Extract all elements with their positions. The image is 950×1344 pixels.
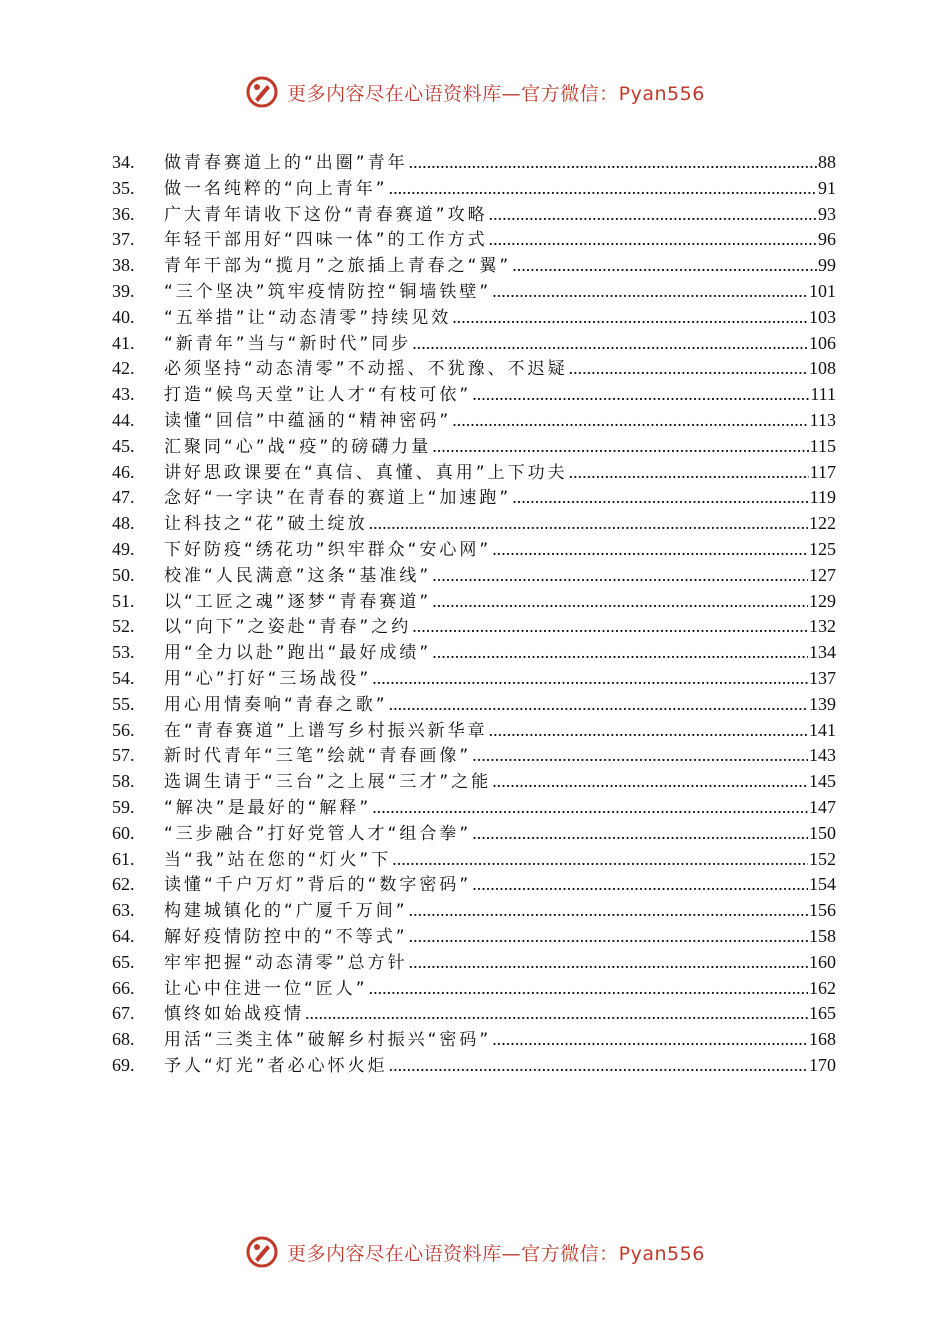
toc-entry[interactable] [112,253,836,279]
toc-entry-page: 125 [809,538,836,559]
watermark-text: 更多内容尽在心语资料库—官方微信：Pyan556 [287,1242,705,1265]
toc-dot-leader [432,640,808,666]
toc-entry[interactable] [112,692,836,718]
toc-entry-title: 校准“人民满意”这条“基准线” [164,565,432,586]
toc-dot-leader [432,589,808,615]
toc-entry-page: 115 [809,435,836,456]
toc-entry-number: 39. [112,280,135,301]
toc-entry-number: 60. [112,822,135,843]
toc-entry-number: 41. [112,332,135,353]
toc-entry-page: 113 [809,409,836,430]
toc-dot-leader [472,382,809,408]
header-watermark [0,72,950,112]
toc-entry-title: “三步融合”打好党管人才“组合拳” [164,823,472,844]
toc-entry[interactable] [112,434,836,460]
toc-dot-leader [369,511,808,537]
toc-entry-title: 广大青年请收下这份“青春赛道”攻略 [164,204,488,225]
toc-entry-title: 读懂“千户万灯”背后的“数字密码” [164,875,472,896]
toc-entry[interactable] [112,976,836,1002]
toc-entry-number: 48. [112,513,135,534]
toc-entry-title: 做一名纯粹的“向上青年” [164,178,388,199]
toc-entry-number: 59. [112,796,135,817]
toc-entry-title: “五举措”让“动态清零”持续见效 [164,307,452,328]
toc-entry-number: 53. [112,642,135,663]
toc-entry-number: 50. [112,564,135,585]
toc-entry-number: 58. [112,771,135,792]
toc-entry-title: 选调生请于“三台”之上展“三才”之能 [164,772,492,793]
toc-entry-page: 162 [809,977,836,998]
toc-entry-title: 慎终如始战疫情 [164,1004,304,1025]
toc-dot-leader [389,692,808,718]
toc-dot-leader [512,485,808,511]
toc-entry[interactable] [112,640,836,666]
toc-entry-title: 青年干部为“揽月”之旅插上青春之“翼” [164,256,512,277]
toc-entry-title: 让科技之“花”破土绽放 [164,514,368,535]
toc-dot-leader [472,872,808,898]
toc-dot-leader [412,614,808,640]
toc-entry-title: 讲好思政课要在“真信、真懂、真用”上下功夫 [164,462,568,483]
watermark-text: 更多内容尽在心语资料库—官方微信：Pyan556 [287,82,705,105]
toc-entry[interactable] [112,743,836,769]
toc-entry-title: 做青春赛道上的“出圈”青年 [164,153,408,173]
toc-entry-number: 56. [112,719,135,740]
toc-entry-page: 122 [809,513,836,534]
toc-entry[interactable] [112,847,836,873]
footer-watermark [0,1232,950,1272]
toc-entry-number: 63. [112,900,135,921]
toc-entry[interactable] [112,202,836,228]
toc-entry-page: 170 [809,1054,836,1075]
toc-entry-number: 49. [112,538,135,559]
toc-entry-page: 91 [818,177,836,198]
toc-entry-number: 54. [112,667,135,688]
toc-entry-number: 43. [112,384,135,405]
toc-entry-page: 132 [809,616,836,637]
toc-entry-title: 以“工匠之魂”逐梦“青春赛道” [164,591,432,612]
toc-entry[interactable] [112,950,836,976]
toc-entry-title: “三个坚决”筑牢疫情防控“铜墙铁壁” [164,281,492,302]
toc-dot-leader [409,150,817,176]
toc-entry[interactable] [112,769,836,795]
toc-entry[interactable] [112,614,836,640]
toc-entry[interactable] [112,331,836,357]
toc-entry-number: 69. [112,1054,135,1075]
toc-entry-page: 106 [809,332,836,353]
toc-entry-number: 65. [112,951,135,972]
toc-entry-page: 108 [809,358,836,379]
toc-entry[interactable] [112,279,836,305]
toc-dot-leader [392,847,808,873]
toc-entry[interactable] [112,898,836,924]
toc-entry-number: 67. [112,1003,135,1024]
toc-dot-leader [492,1027,808,1053]
toc-entry[interactable] [112,563,836,589]
toc-entry[interactable] [112,150,836,176]
toc-entry-number: 62. [112,874,135,895]
toc-entry-number: 44. [112,409,135,430]
toc-dot-leader [569,460,809,486]
toc-entry[interactable] [112,1053,836,1079]
toc-entry[interactable] [112,176,836,202]
toc-entry-number: 46. [112,461,135,482]
toc-entry-number: 55. [112,693,135,714]
toc-entry-page: 119 [809,487,836,508]
toc-entry-page: 168 [809,1029,836,1050]
toc-entry-title: 念好“一字诀”在青春的赛道上“加速跑” [164,488,512,509]
toc-dot-leader [409,950,808,976]
toc-dot-leader [492,537,808,563]
toc-entry-page: 117 [809,461,836,482]
toc-entry-title: 在“青春赛道”上谱写乡村振兴新华章 [164,720,488,741]
toc-entry-page: 101 [809,280,836,301]
toc-entry-title: 构建城镇化的“广厦千万间” [164,901,408,922]
toc-entry[interactable] [112,408,836,434]
toc-entry[interactable] [112,821,836,847]
toc-entry-page: 160 [809,951,836,972]
toc-dot-leader [489,227,817,253]
toc-entry[interactable] [112,356,836,382]
toc-entry-title: 以“向下”之姿赴“青春”之约 [164,617,412,638]
toc-entry-page: 139 [809,693,836,714]
toc-dot-leader [409,924,808,950]
toc-entry-number: 42. [112,358,135,379]
toc-dot-leader [432,434,808,460]
toc-entry-title: 必须坚持“动态清零”不动摇、不犹豫、不迟疑 [164,359,568,380]
brand-logo-icon [245,75,279,109]
toc-entry-number: 51. [112,590,135,611]
toc-entry-number: 37. [112,229,135,250]
toc-dot-leader [569,356,808,382]
toc-dot-leader [409,898,808,924]
toc-entry-page: 93 [818,203,836,224]
toc-entry-number: 68. [112,1029,135,1050]
toc-entry-page: 141 [809,719,836,740]
toc-entry-number: 64. [112,925,135,946]
toc-dot-leader [389,176,817,202]
toc-dot-leader [512,253,817,279]
toc-entry-title: 用“心”打好“三场战役” [164,668,372,689]
toc-entry-page: 96 [818,229,836,250]
toc-entry-page: 150 [809,822,836,843]
toc-entry-title: 汇聚同“心”战“疫”的磅礴力量 [164,436,432,457]
toc-entry-title: 下好防疫“绣花功”织牢群众“安心网” [164,539,492,560]
toc-entry-title: 用心用情奏响“青春之歌” [164,694,388,715]
toc-entry-page: 152 [809,848,836,869]
toc-entry-number: 34. [112,152,135,172]
toc-entry-page: 145 [809,771,836,792]
toc-entry[interactable] [112,795,836,821]
toc-dot-leader [492,769,808,795]
toc-entry-number: 38. [112,255,135,276]
toc-entry-page: 127 [809,564,836,585]
toc-entry-number: 66. [112,977,135,998]
toc-entry-page: 111 [810,384,836,405]
table-of-contents [112,150,836,1079]
toc-entry-title: 当“我”站在您的“灯火”下 [164,849,392,870]
toc-entry[interactable] [112,589,836,615]
toc-entry-number: 57. [112,745,135,766]
toc-entry[interactable] [112,305,836,331]
toc-entry-page: 154 [809,874,836,895]
toc-entry[interactable] [112,872,836,898]
toc-entry[interactable] [112,537,836,563]
toc-entry-number: 45. [112,435,135,456]
toc-entry-title: “解决”是最好的“解释” [164,797,372,818]
toc-entry-number: 35. [112,177,135,198]
toc-entry-page: 165 [809,1003,836,1024]
toc-entry-title: 牢牢把握“动态清零”总方针 [164,952,408,973]
toc-dot-leader [372,666,808,692]
toc-entry-page: 143 [809,745,836,766]
toc-entry-title: “新青年”当与“新时代”同步 [164,333,412,354]
toc-entry[interactable] [112,511,836,537]
toc-entry-number: 36. [112,203,135,224]
toc-entry-title: 年轻干部用好“四味一体”的工作方式 [164,230,488,251]
toc-entry-page: 99 [818,255,836,276]
toc-dot-leader [372,795,808,821]
toc-entry[interactable] [112,666,836,692]
toc-dot-leader [472,821,808,847]
toc-entry-title: 予人“灯光”者必心怀火炬 [164,1055,388,1076]
toc-entry-page: 88 [818,152,836,172]
toc-entry[interactable] [112,1027,836,1053]
toc-dot-leader [452,408,808,434]
toc-entry[interactable] [112,460,836,486]
toc-entry-number: 47. [112,487,135,508]
toc-entry[interactable] [112,1001,836,1027]
toc-entry-number: 40. [112,306,135,327]
toc-entry-page: 134 [809,642,836,663]
toc-dot-leader [305,1001,808,1027]
toc-entry-title: 打造“候鸟天堂”让人才“有枝可依” [164,385,472,406]
toc-dot-leader [369,976,808,1002]
brand-logo-icon [245,1235,279,1269]
toc-entry-page: 147 [809,796,836,817]
toc-dot-leader [452,305,808,331]
toc-entry-title: 解好疫情防控中的“不等式” [164,926,408,947]
toc-dot-leader [432,563,808,589]
toc-dot-leader [492,279,808,305]
toc-entry-title: 新时代青年“三笔”绘就“青春画像” [164,746,472,767]
toc-entry-page: 158 [809,925,836,946]
toc-dot-leader [489,718,808,744]
toc-dot-leader [472,743,808,769]
toc-entry-page: 103 [809,306,836,327]
toc-entry-title: 读懂“回信”中蕴涵的“精神密码” [164,410,452,431]
toc-entry-title: 让心中住进一位“匠人” [164,978,368,999]
toc-entry[interactable] [112,718,836,744]
toc-entry-title: 用“全力以赴”跑出“最好成绩” [164,643,432,664]
toc-entry[interactable] [112,382,836,408]
toc-entry-page: 156 [809,900,836,921]
toc-entry-page: 137 [809,667,836,688]
toc-entry[interactable] [112,485,836,511]
toc-entry[interactable] [112,924,836,950]
toc-dot-leader [412,331,808,357]
toc-entry-title: 用活“三类主体”破解乡村振兴“密码” [164,1030,492,1051]
toc-entry-number: 61. [112,848,135,869]
toc-dot-leader [489,202,817,228]
toc-dot-leader [389,1053,808,1079]
toc-entry[interactable] [112,227,836,253]
toc-entry-page: 129 [809,590,836,611]
toc-entry-number: 52. [112,616,135,637]
